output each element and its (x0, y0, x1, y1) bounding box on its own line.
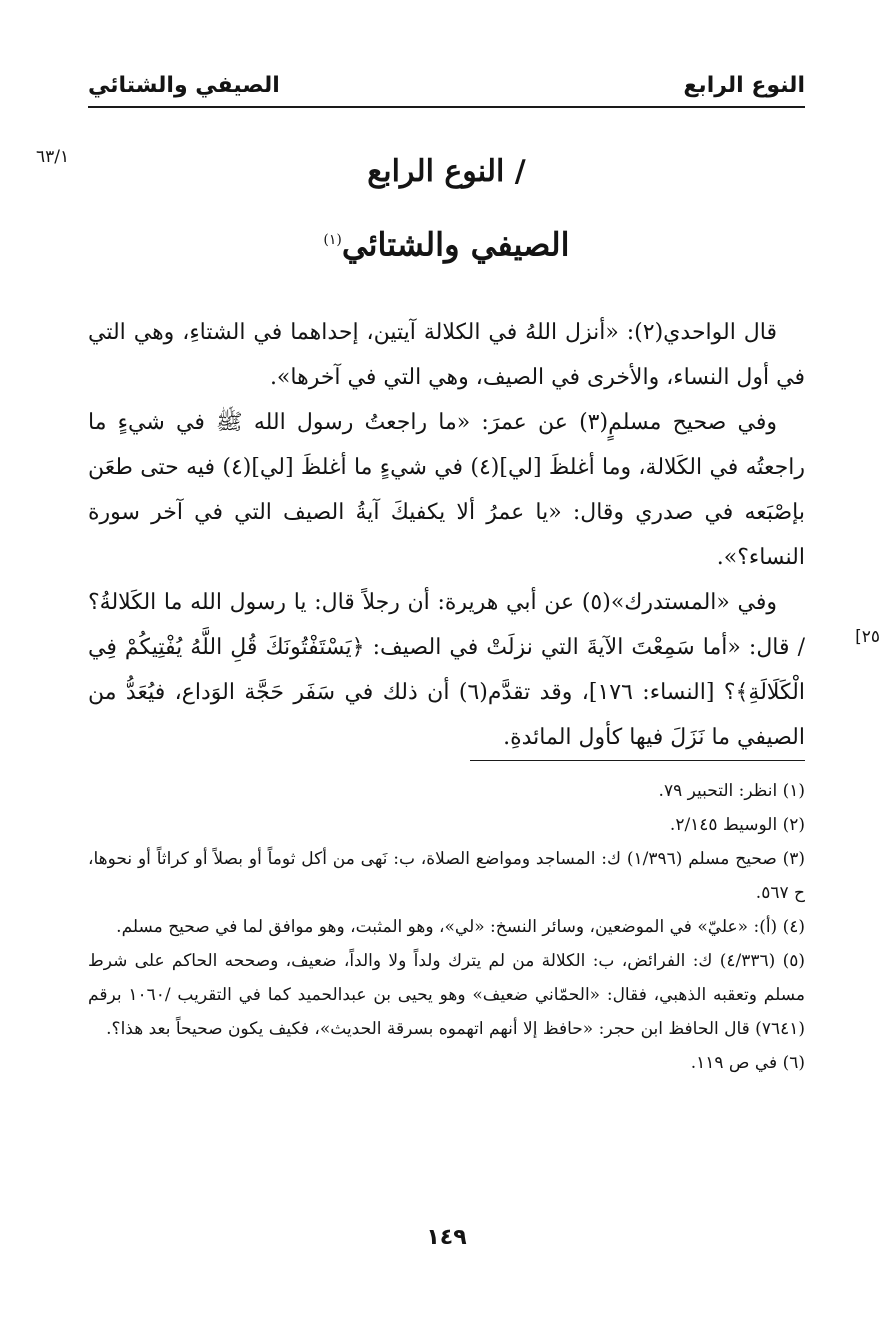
footnote-separator (470, 760, 805, 761)
chapter-heading: / النوع الرابع (367, 154, 526, 189)
main-text (88, 310, 805, 760)
section-heading (88, 218, 805, 267)
footnote-1: (١) انظر: التحبير ٧٩. (658, 781, 805, 801)
header-chapter-title: النوع الرابع (683, 73, 805, 98)
footnote-5: (٥) (٤/٣٣٦) ك: الفرائض، ب: الكلالة من لم يترك ولداً ولا والداً، ضعيف، وصححه الحاكم على شرط مسلم وتعقبه الذهبي، فقال: «الحمّاني ضعيف» وهو يحيى بن عبدالحميد كما في التقريب /١٠٦٠ برقم (٧٦٤١) قال الحافظ ابن حجر: «حافظ إلا أنهم اتهموه بسرقة الحديث»، فكيف يكون صحيحاً بعد هذا؟. (88, 951, 805, 1039)
header-section-title: الصيفي والشتائي (88, 73, 280, 98)
body-paragraph-3: وفي «المستدرك»(٥) عن أبي هريرة: أن رجلاً قال: يا رسول الله ما الكَلالةُ؟ / قال: «أما سَمِعْتَ الآيةَ التي نزلَتْ في الصيف: ﴿يَسْتَفْتُونَكَ قُلِ اللَّهُ يُفْتِيكُمْ فِي الْكَلَالَةِ﴾؟ [النساء: ١٧٦]، وقد تقدَّم(٦) أن ذلك في سَفَر حَجَّة الوَداع، فيُعَدُّ من الصيفي ما نَزَلَ فيها كأول المائدةِ. (88, 590, 805, 750)
footnotes (88, 774, 805, 1080)
body-paragraph-2: وفي صحيح مسلمٍ(٣) عن عمرَ: «ما راجعتُ رسول الله ﷺ في شيءٍ ما راجعتُه في الكَلالة، وما أغلظَ [لي](٤) في شيءٍ ما أغلظَ [لي](٤) فيه حتى طعَن بإصْبَعه في صدري وقال: «يا عمرُ ألا يكفيكَ آيةُ الصيف التي في آخر سورة النساء؟». (88, 410, 805, 570)
section-heading-text: الصيفي والشتائي (341, 225, 570, 264)
section-heading-note-ref: (١) (323, 232, 342, 248)
body-paragraph-1: قال الواحدي(٢): «أنزل اللهُ في الكلالة آيتين، إحداهما في الشتاءِ، وهي التي في أول النساء، والأخرى في الصيف، وهي التي في آخرها». (88, 320, 805, 390)
page-number: ١٤٩ (426, 1225, 467, 1250)
footnote-3: (٣) صحيح مسلم (١/٣٩٦) ك: المساجد ومواضع الصلاة، ب: نَهى من أكل ثوماً أو بصلاً أو كراثاً أو نحوها، ح ٥٦٧. (88, 849, 805, 903)
footnote-2: (٢) الوسيط ٢/١٤٥. (669, 815, 805, 835)
margin-folio-reference: [٢٥ (855, 627, 880, 647)
running-header (88, 68, 805, 108)
footnote-6: (٦) في ص ١١٩. (690, 1053, 805, 1073)
footnote-4: (٤) (أ): «عليّ» في الموضعين، وسائر النسخ: «لي»، وهو المثبت، وهو موافق لما في صحيح مسلم. (116, 917, 805, 937)
margin-volume-reference: ٦٣/١ (36, 147, 70, 167)
